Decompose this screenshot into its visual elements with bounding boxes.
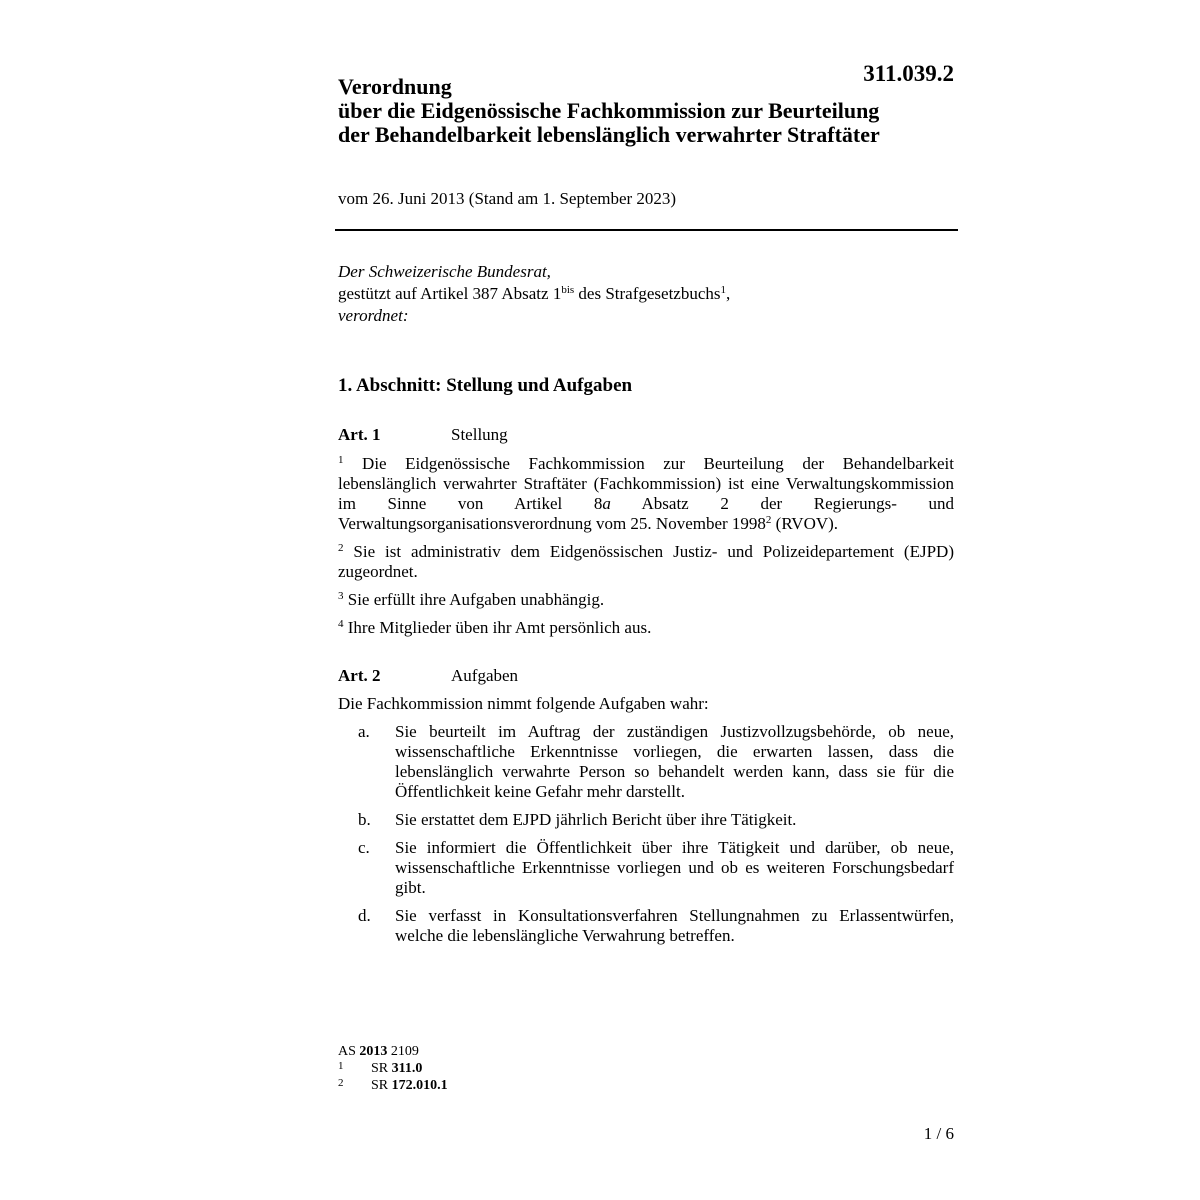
paragraph-text: (RVOV). <box>771 514 839 533</box>
list-item <box>338 722 954 802</box>
as-page: 2109 <box>387 1044 419 1059</box>
footnotes <box>338 1043 448 1094</box>
footnote-prefix: SR <box>371 1061 392 1076</box>
preamble-legal-basis <box>338 283 954 305</box>
paragraph-text: Sie erfüllt ihre Aufgaben unabhängig. <box>343 590 605 609</box>
list-item-text: Sie beurteilt im Auftrag der zuständigen Justizvollzugsbehörde, ob neue, wissenschaftliche Erkenntnisse vorliegen, die erwarten lassen, dass die lebenslänglich verwahrte Person so behandelt werden kann, dass sie für die Öffentlichkeit keine Gefahr mehr darstellt. <box>395 722 954 801</box>
footnote: 2 SR 172.010.1 <box>338 1077 448 1093</box>
list-marker: d. <box>358 906 371 925</box>
footnote-sr-ref[interactable]: 172.010.1 <box>391 1078 448 1093</box>
list-marker: a. <box>358 722 370 741</box>
title-line: über die Eidgenössische Fachkommission zur Beurteilung <box>338 98 880 123</box>
article-title: Aufgaben <box>451 666 519 685</box>
as-year: 2013 <box>359 1044 388 1059</box>
official-compilation-ref <box>338 1043 448 1060</box>
paragraph-number: 3 <box>338 590 344 602</box>
list-item-text: Sie erstattet dem EJPD jährlich Bericht über ihre Tätigkeit. <box>395 810 797 829</box>
paragraph <box>338 542 954 582</box>
paragraph-text: Absatz 2 der Regierungs- und Verwaltungsorganisationsverordnung vom 25. November 1998 <box>338 494 954 533</box>
article-1-body <box>338 454 954 646</box>
article-intro: Die Fachkommission nimmt folgende Aufgaben wahr: <box>338 694 709 713</box>
paragraph-number: 4 <box>338 618 344 630</box>
paragraph-number: 1 <box>338 454 344 466</box>
list-item <box>338 810 954 830</box>
footnote-ref[interactable]: 1 <box>720 284 727 296</box>
header-divider <box>335 229 958 231</box>
legal-basis-text: , <box>726 284 731 303</box>
paragraph <box>338 618 954 638</box>
article-heading <box>338 425 508 445</box>
title-line: der Behandelbarkeit lebenslänglich verwahrter Straftäter <box>338 122 880 147</box>
list-marker: c. <box>358 838 370 857</box>
list-item <box>338 838 954 898</box>
footnote: 1 SR 311.0 <box>338 1060 423 1076</box>
paragraph-text: Ihre Mitglieder üben ihr Amt persönlich aus. <box>343 618 652 637</box>
preamble-decrees: verordnet: <box>338 306 409 325</box>
paragraph-text: Sie ist administrativ dem Eidgenössischen Justiz- und Polizeidepartement (EJPD) zugeordnet. <box>338 542 954 581</box>
paragraph-text: Die Eidgenössische Fachkommission zur Beurteilung der Behandelbarkeit lebenslänglich verwahrter Straftäter (Fachkommission) ist eine Verwaltungskommission im Sinne von Artikel 8 <box>338 454 954 513</box>
preamble <box>338 261 954 327</box>
section-heading: 1. Abschnitt: Stellung und Aufgaben <box>338 375 633 396</box>
superscript-bis: bis <box>561 284 575 296</box>
legal-basis-text: des Strafgesetzbuchs <box>574 284 721 303</box>
article-2-body <box>338 694 954 954</box>
article-heading <box>338 666 518 686</box>
footnote-ref[interactable]: 2 <box>765 514 772 526</box>
date-line: vom 26. Juni 2013 (Stand am 1. September 2023) <box>338 189 677 208</box>
list-marker: b. <box>358 810 371 829</box>
article-number: Art. 2 <box>338 666 381 685</box>
title-line: Verordnung <box>338 74 452 99</box>
page-number: 1 / 6 <box>923 1124 954 1143</box>
document-title <box>338 75 958 147</box>
paragraph-text: a <box>602 494 611 513</box>
article-title: Stellung <box>451 425 508 444</box>
paragraph <box>338 454 954 534</box>
list-item-text: Sie informiert die Öffentlichkeit über ihre Tätigkeit und darüber, ob neue, wissenschaftliche Erkenntnisse vorliegen und ob es weiteren Forschungsbedarf gibt. <box>395 838 954 897</box>
as-prefix: AS <box>338 1044 360 1059</box>
legal-basis-text: gestützt auf Artikel 387 Absatz 1 <box>338 284 562 303</box>
list-item <box>338 906 954 946</box>
footnote-prefix: SR <box>371 1078 392 1093</box>
preamble-authority: Der Schweizerische Bundesrat, <box>338 262 551 281</box>
footnote-sr-ref[interactable]: 311.0 <box>391 1061 423 1076</box>
list-item-text: Sie verfasst in Konsultationsverfahren Stellungnahmen zu Erlassentwürfen, welche die lebenslängliche Verwahrung betreffen. <box>395 906 954 945</box>
paragraph <box>338 590 954 610</box>
sr-number: 311.039.2 <box>863 61 954 86</box>
paragraph-number: 2 <box>338 542 344 554</box>
article-number: Art. 1 <box>338 425 381 444</box>
